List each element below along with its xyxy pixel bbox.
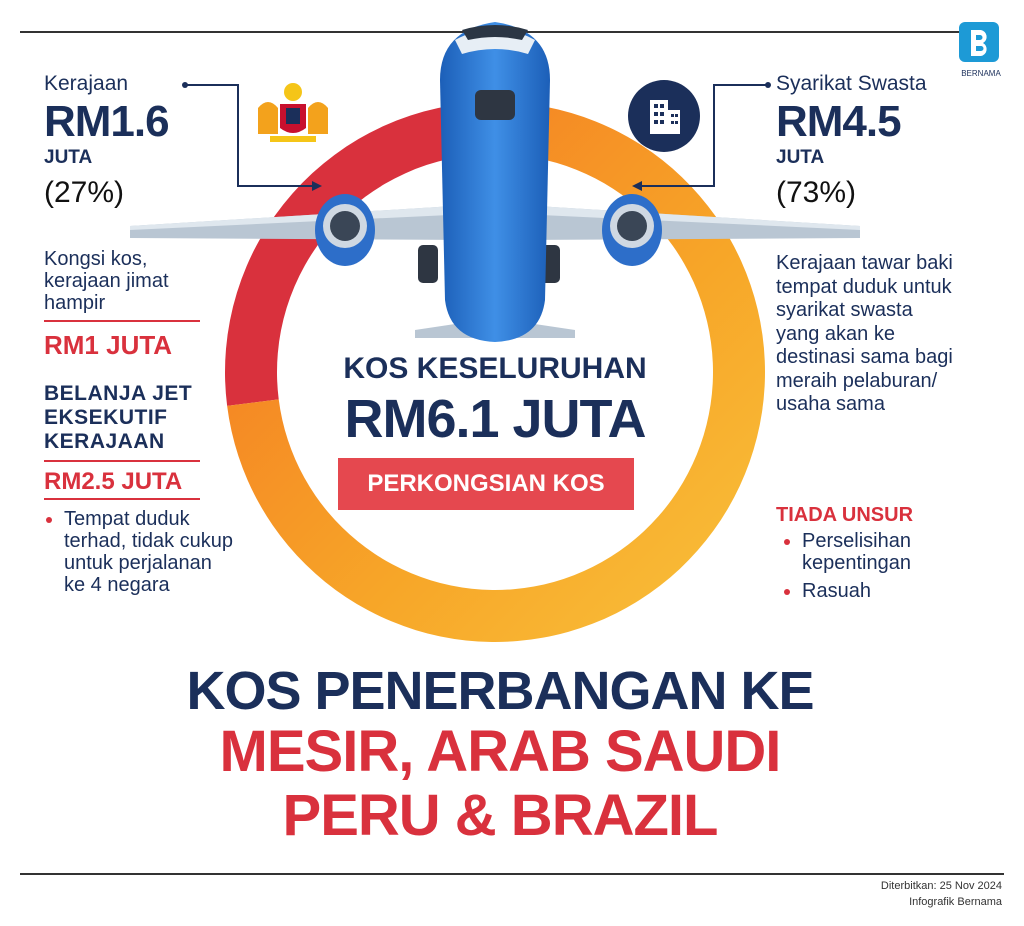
kongsi-kos-note: Kongsi kos, kerajaan jimat hampir (44, 248, 169, 314)
kerajaan-unit: JUTA (44, 147, 93, 168)
swasta-percent: (73%) (776, 176, 857, 209)
divider (44, 460, 200, 462)
coat-of-arms-icon (250, 78, 336, 150)
kerajaan-amount: RM1.6 (44, 97, 169, 146)
headline-line3: PERU & BRAZIL (282, 783, 718, 848)
tiada-unsur-label: TIADA UNSUR (776, 504, 914, 526)
building-icon (628, 80, 700, 152)
list-item: • Rasuah (802, 580, 972, 602)
bernama-logo-text: BERNAMA (961, 69, 1001, 78)
jet-label: BELANJA JET EKSEKUTIF KERAJAAN (44, 382, 193, 453)
swasta-unit: JUTA (776, 147, 825, 168)
swasta-label: Syarikat Swasta (776, 72, 927, 95)
divider (44, 320, 200, 322)
saving-amount: RM1 JUTA (44, 330, 173, 360)
kerajaan-percent: (27%) (44, 176, 125, 209)
list-item: • Perselisihan kepentingan (802, 530, 972, 574)
published-date: Diterbitkan: 25 Nov 2024 (880, 880, 1002, 892)
kos-keseluruhan-label: KOS KESELURUHAN (343, 352, 647, 385)
credit: Infografik Bernama (909, 896, 1002, 908)
swasta-amount: RM4.5 (776, 97, 901, 146)
total-cost: RM6.1 JUTA (344, 389, 646, 449)
headline-line1: KOS PENERBANGAN KE (186, 661, 814, 721)
perkongsian-kos-badge: PERKONGSIAN KOS (338, 458, 634, 510)
headline-line2: MESIR, ARAB SAUDI (219, 719, 781, 784)
swasta-note: Kerajaan tawar baki tempat duduk untuk syarikat swasta yang akan ke destinasi sama bagi meraih pelaburan/ usaha sama (776, 252, 953, 415)
left-bullets (44, 508, 234, 596)
divider (44, 498, 200, 500)
jet-amount: RM2.5 JUTA (44, 468, 183, 495)
list-item: • Tempat duduk terhad, tidak cukup untuk perjalanan ke 4 negara (64, 508, 234, 596)
kerajaan-label: Kerajaan (44, 72, 129, 95)
right-bullets (782, 530, 972, 602)
